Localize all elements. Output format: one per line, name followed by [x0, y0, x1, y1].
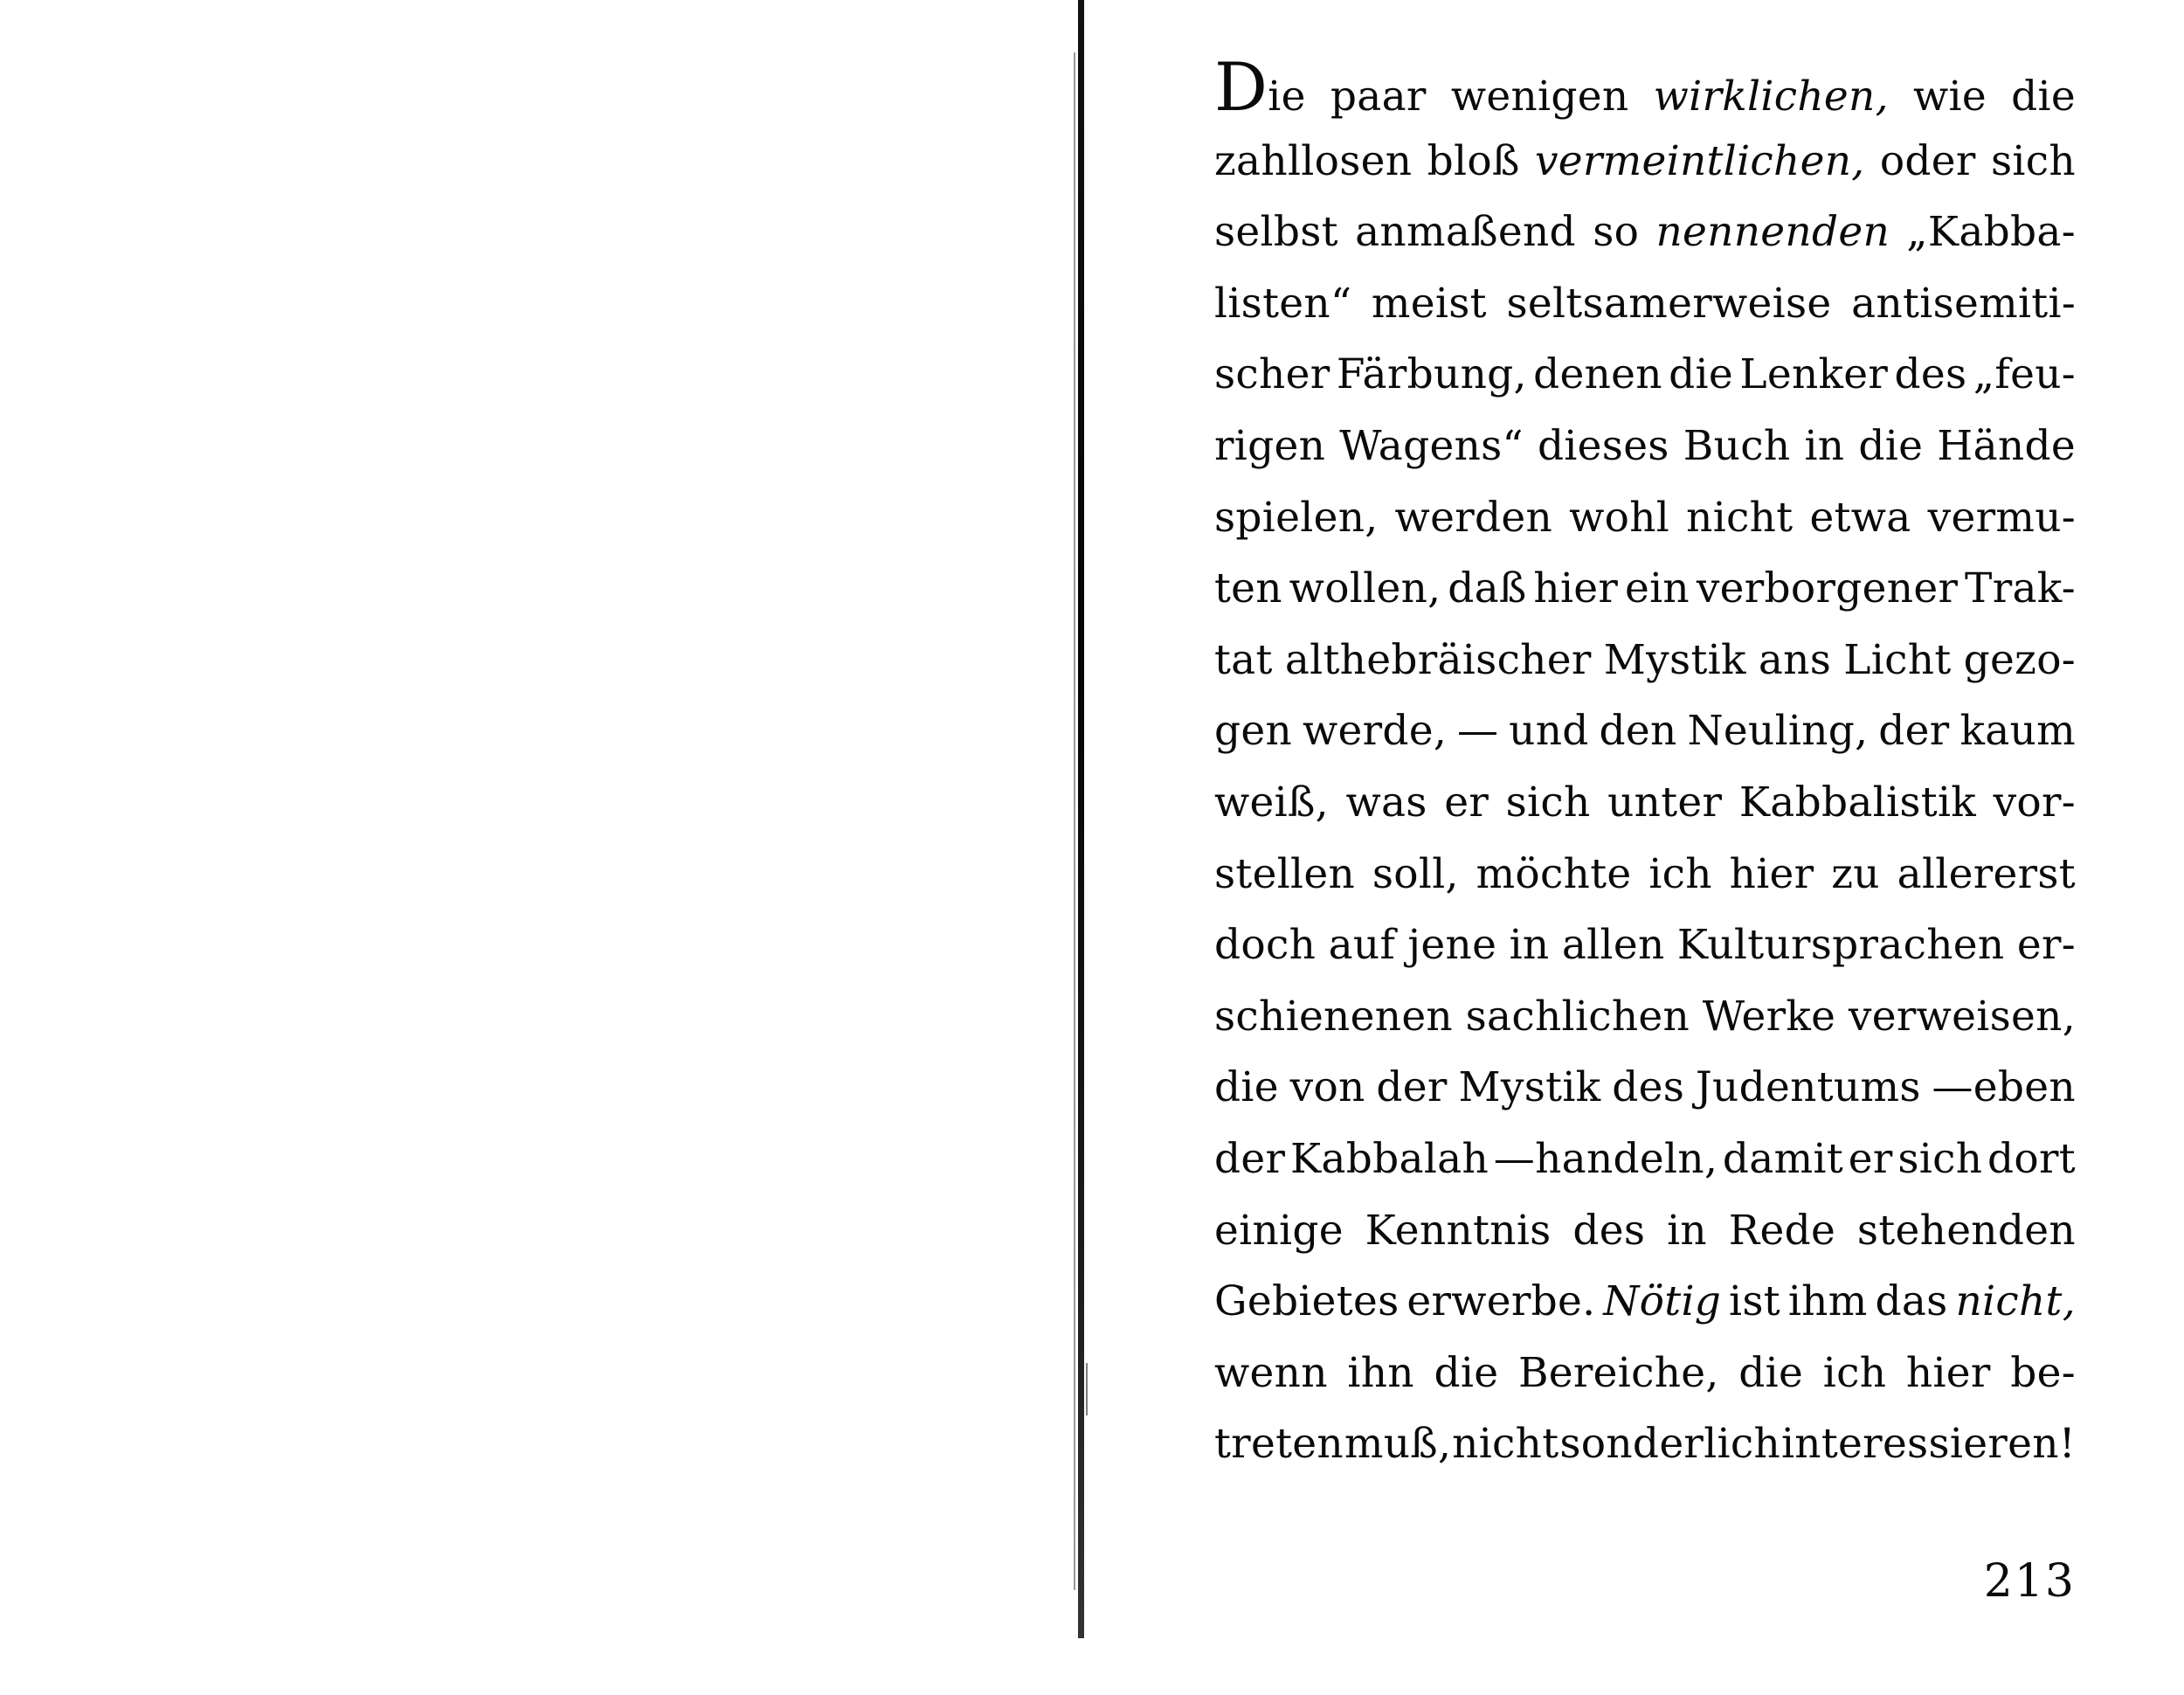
word: wenn	[1214, 1348, 1328, 1397]
word: be-	[2010, 1348, 2076, 1397]
word: —handeln,	[1493, 1134, 1718, 1183]
word: Färbung,	[1336, 350, 1527, 399]
page-number: 213	[1983, 1555, 2076, 1608]
text-line	[1214, 767, 2076, 839]
word: meist	[1371, 279, 1487, 328]
word: tat	[1214, 635, 1273, 684]
first-word	[1214, 48, 1306, 133]
word: Mystik	[1603, 635, 1746, 684]
text-line	[1214, 268, 2076, 340]
text-line	[1214, 625, 2076, 696]
word: ihn	[1347, 1348, 1414, 1397]
text-line	[1214, 839, 2076, 910]
word: nicht	[1452, 1420, 1559, 1469]
word: Buch	[1683, 421, 1791, 470]
word: auf	[1328, 921, 1396, 970]
word: seltsamerweise	[1506, 279, 1832, 328]
word: interessieren!	[1780, 1420, 2076, 1469]
word: vermu-	[1927, 493, 2076, 542]
word: hier	[1533, 564, 1619, 613]
word: er	[1848, 1134, 1893, 1183]
word: gezo-	[1963, 635, 2076, 684]
italic-word: Nötig	[1603, 1277, 1722, 1326]
word: treten	[1214, 1420, 1344, 1469]
word: —	[1456, 707, 1499, 756]
italic-word: vermeintlichen,	[1534, 136, 1865, 185]
text-line	[1214, 339, 2076, 411]
word: wenigen	[1450, 73, 1629, 121]
word: sich	[1505, 778, 1591, 827]
text-line	[1214, 411, 2076, 482]
word: Kabbalah	[1290, 1134, 1489, 1183]
text-line	[1214, 1052, 2076, 1124]
word: was	[1345, 778, 1427, 827]
word: allen	[1561, 921, 1665, 970]
word: daß	[1448, 564, 1527, 613]
word: allererst	[1897, 849, 2076, 898]
text-line	[1214, 1124, 2076, 1195]
word: wollen,	[1289, 564, 1441, 613]
drop-cap: D	[1214, 48, 1268, 126]
word: Trak-	[1965, 564, 2076, 613]
word: nicht	[1686, 493, 1794, 542]
word: er	[1444, 778, 1489, 827]
word: hier	[1729, 849, 1814, 898]
word: in	[1804, 421, 1845, 470]
word: kaum	[1959, 707, 2076, 756]
word: wie	[1913, 73, 1987, 121]
word: verweisen,	[1848, 992, 2076, 1041]
word: Kultursprachen	[1676, 921, 2005, 970]
word: ihm	[1787, 1277, 1868, 1326]
word: jene	[1407, 921, 1497, 970]
word: die	[1738, 1348, 1804, 1397]
text-line	[1214, 1266, 2076, 1338]
word: Rede	[1728, 1206, 1836, 1255]
word: rigen	[1214, 421, 1326, 470]
book-gutter	[1073, 0, 1089, 1651]
word: wohl	[1569, 493, 1670, 542]
word: das	[1875, 1277, 1948, 1326]
word: sachlichen	[1465, 992, 1690, 1041]
word: und	[1509, 707, 1589, 756]
text-line	[1214, 482, 2076, 554]
word: Lenker	[1739, 350, 1889, 399]
word: Judentums	[1695, 1063, 1921, 1112]
word: paar	[1330, 73, 1427, 121]
word: er-	[2016, 921, 2076, 970]
text-line	[1214, 48, 2076, 126]
word: die	[2011, 73, 2076, 121]
word: der	[1878, 707, 1950, 756]
gutter-shadow-line	[1074, 52, 1075, 1590]
word: ich	[1822, 1348, 1887, 1397]
word: oder	[1879, 136, 1976, 185]
word: doch	[1214, 921, 1317, 970]
word: unter	[1607, 778, 1723, 827]
text-line	[1214, 197, 2076, 268]
word: den	[1599, 707, 1677, 756]
text-line	[1214, 553, 2076, 625]
word: in	[1509, 921, 1550, 970]
word: des	[1612, 1063, 1685, 1112]
word: ie	[1268, 73, 1306, 121]
word: denen	[1533, 350, 1662, 399]
text-line	[1214, 1338, 2076, 1409]
word: ich	[1648, 849, 1712, 898]
word: werde,	[1302, 707, 1448, 756]
word: stellen	[1214, 849, 1356, 898]
word: Bereiche,	[1517, 1348, 1719, 1397]
word: ein	[1624, 564, 1690, 613]
word: „feu-	[1973, 350, 2076, 399]
word: des	[1894, 350, 1967, 399]
word: des	[1572, 1206, 1646, 1255]
gutter-fold-line	[1078, 0, 1084, 1638]
word: hier	[1905, 1348, 1991, 1397]
word: „Kabba-	[1906, 208, 2076, 257]
text-line	[1214, 126, 2076, 197]
word: Licht	[1843, 635, 1952, 684]
word: stehenden	[1856, 1206, 2076, 1255]
word: Gebietes	[1214, 1277, 1400, 1326]
word: ans	[1758, 635, 1832, 684]
text-line	[1214, 695, 2076, 767]
left-blank-page	[0, 0, 1075, 1695]
italic-word: nennenden	[1655, 208, 1890, 257]
word: anmaßend	[1355, 208, 1576, 257]
word: verborgener	[1696, 564, 1959, 613]
italic-word: nicht,	[1955, 1277, 2076, 1326]
word: möchte	[1476, 849, 1632, 898]
word: soll,	[1372, 849, 1459, 898]
word: scher	[1214, 350, 1330, 399]
text-line	[1214, 1195, 2076, 1267]
word: die	[1858, 421, 1924, 470]
text-line	[1214, 910, 2076, 981]
word: von	[1289, 1063, 1365, 1112]
word: dort	[1987, 1134, 2076, 1183]
word: selbst	[1214, 208, 1338, 257]
word: der	[1214, 1134, 1286, 1183]
word: erwerbe.	[1406, 1277, 1596, 1326]
word: Kabbalistik	[1738, 778, 1977, 827]
body-paragraph	[1214, 48, 2076, 1480]
right-text-page	[1092, 0, 2184, 1695]
word: Neuling,	[1687, 707, 1869, 756]
word: spielen,	[1214, 493, 1379, 542]
italic-word: wirklichen,	[1653, 73, 1889, 121]
word: sich	[1897, 1134, 1983, 1183]
word: weiß,	[1214, 778, 1329, 827]
word: die	[1669, 350, 1734, 399]
word: zu	[1831, 849, 1880, 898]
word: ten	[1214, 564, 1282, 613]
word: dieses	[1537, 421, 1669, 470]
word: in	[1667, 1206, 1707, 1255]
word: Hände	[1937, 421, 2076, 470]
word: sonderlich	[1559, 1420, 1781, 1469]
word: bloß	[1427, 136, 1520, 185]
word: althebräischer	[1284, 635, 1592, 684]
word: schienenen	[1214, 992, 1453, 1041]
word: antisemiti-	[1851, 279, 2076, 328]
word: die	[1434, 1348, 1499, 1397]
word: sich	[1991, 136, 2076, 185]
word: listen“	[1214, 279, 1352, 328]
word: der	[1376, 1063, 1448, 1112]
word: die	[1214, 1063, 1279, 1112]
word: gen	[1214, 707, 1293, 756]
text-line	[1214, 1408, 2076, 1480]
word: —eben	[1932, 1063, 2076, 1112]
word: werden	[1394, 493, 1553, 542]
word: vor-	[1993, 778, 2076, 827]
word: damit	[1722, 1134, 1843, 1183]
word: so	[1593, 208, 1640, 257]
word: ist	[1729, 1277, 1780, 1326]
word: Mystik	[1458, 1063, 1601, 1112]
gutter-edge-mark	[1086, 1363, 1088, 1415]
word: Werke	[1702, 992, 1836, 1041]
word: einige	[1214, 1206, 1344, 1255]
word: zahllosen	[1214, 136, 1413, 185]
word: Kenntnis	[1365, 1206, 1552, 1255]
word: Wagens“	[1339, 421, 1524, 470]
text-line	[1214, 981, 2076, 1053]
word: muß,	[1344, 1420, 1452, 1469]
word: etwa	[1809, 493, 1911, 542]
